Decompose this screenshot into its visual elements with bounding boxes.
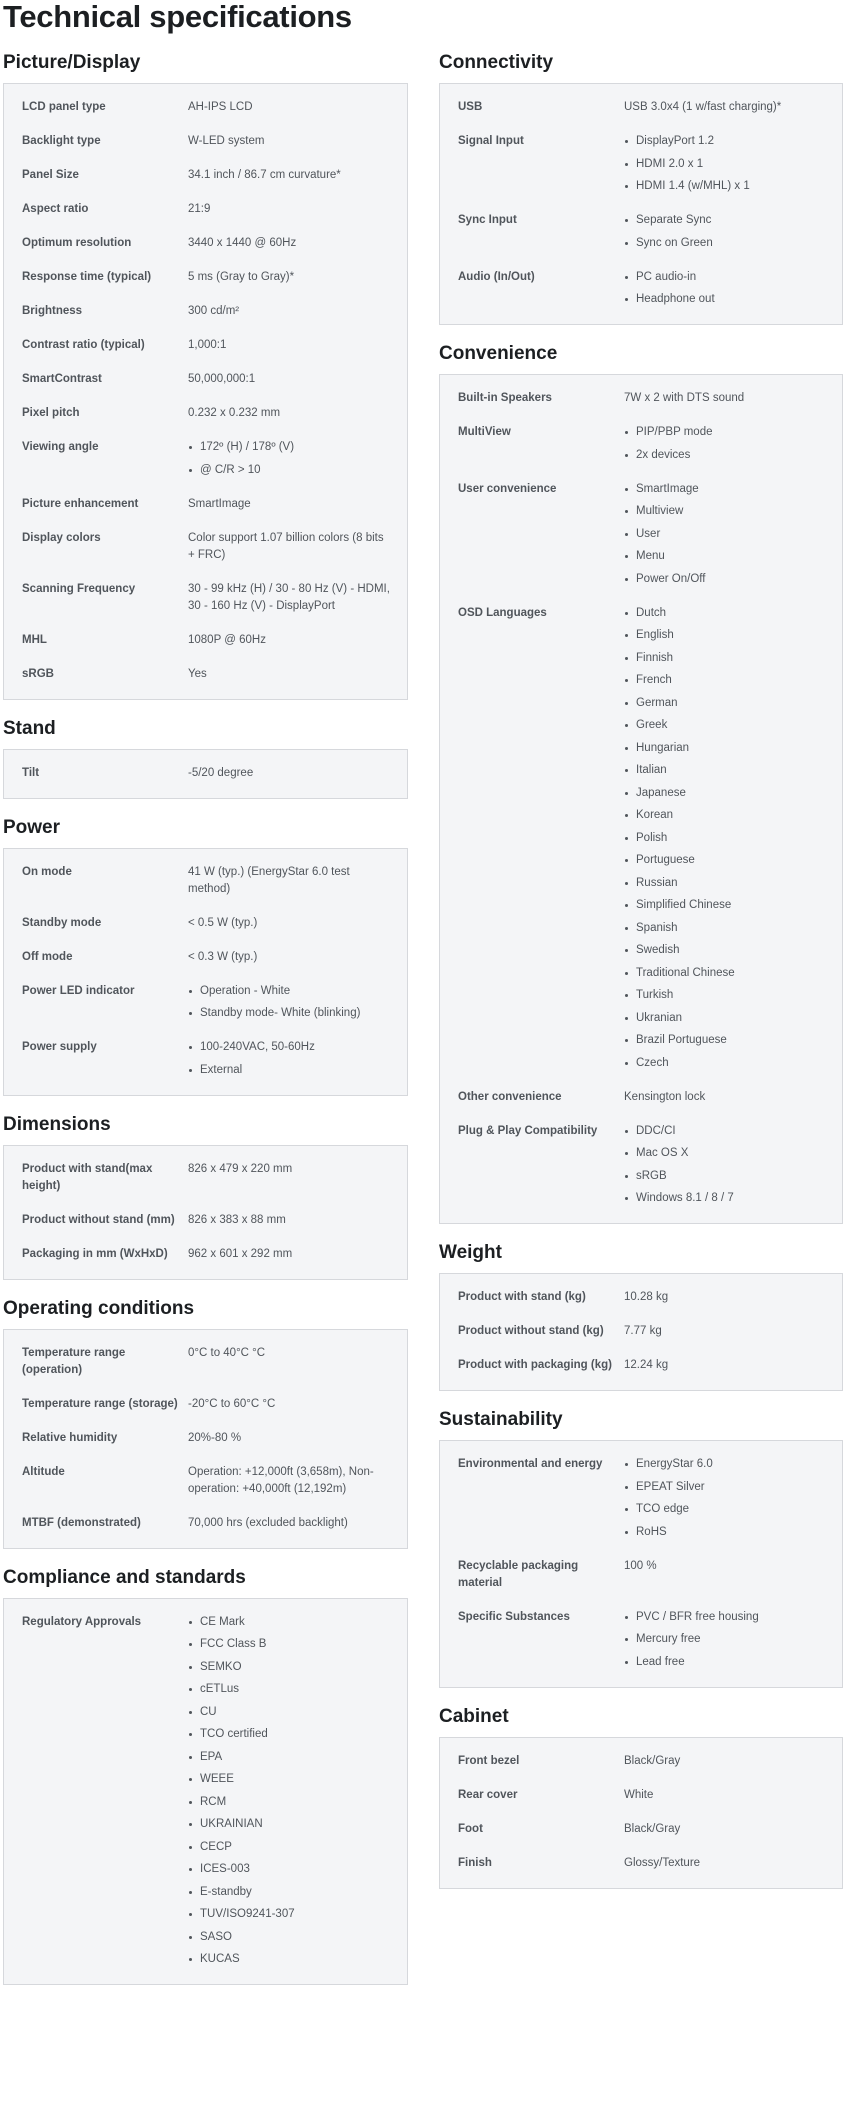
spec-table [439, 374, 843, 1224]
spec-row-power-supply [4, 1031, 407, 1088]
spec-value-item: CE Mark [188, 1614, 393, 1631]
spec-value-item: Korean [624, 807, 828, 824]
section-cabinet [439, 1706, 843, 1889]
spec-row-usb [440, 91, 842, 125]
section-spacer [3, 1549, 408, 1567]
spec-value: 7W x 2 with DTS sound [624, 392, 745, 404]
spec-label: Regulatory Approvals [22, 1615, 142, 1628]
spec-label: Foot [458, 1822, 483, 1835]
spec-row-osd-languages [440, 597, 842, 1081]
spec-value: 3440 x 1440 @ 60Hz [188, 237, 297, 249]
spec-value-list [624, 424, 828, 464]
spec-value: Color support 1.07 billion colors (8 bits + FRC) [188, 531, 384, 561]
spec-table [3, 1145, 408, 1280]
spec-label: Display colors [22, 531, 101, 544]
spec-value: Yes [188, 667, 207, 680]
spec-value: 0°C to 40°C °C [188, 1346, 266, 1359]
section-weight [439, 1242, 843, 1391]
spec-value-item: KUCAS [188, 1951, 393, 1968]
spec-value-item: Brazil Portuguese [624, 1032, 828, 1049]
spec-value-item: DDC/CI [624, 1123, 828, 1140]
spec-value-list [188, 983, 393, 1023]
spec-row-other-convenience [440, 1081, 842, 1115]
spec-row-multiview [440, 416, 842, 473]
spec-label: sRGB [22, 667, 54, 680]
spec-row-optimum-resolution [4, 227, 407, 261]
spec-value: 21:9 [188, 203, 211, 215]
spec-value-item: RoHS [624, 1524, 828, 1541]
spec-value-list [624, 212, 828, 252]
spec-table [3, 1329, 408, 1549]
spec-value-item: ICES-003 [188, 1861, 393, 1878]
spec-label: MTBF (demonstrated) [22, 1516, 141, 1529]
spec-label: Specific Substances [458, 1610, 570, 1623]
spec-value-item: PIP/PBP mode [624, 424, 828, 441]
spec-table [3, 749, 408, 799]
spec-value: < 0.3 W (typ.) [188, 950, 258, 963]
section-spacer [439, 1224, 843, 1242]
spec-value: SmartImage [188, 497, 251, 510]
spec-value-item: PC audio-in [624, 269, 828, 286]
spec-value: 12.24 kg [624, 1359, 669, 1371]
spec-row-scanning-frequency [4, 573, 407, 624]
spec-value [188, 439, 407, 479]
spec-label: Power LED indicator [22, 984, 135, 997]
spec-label: Scanning Frequency [22, 582, 136, 595]
spec-row-viewing-angle [4, 431, 407, 488]
spec-label: MHL [22, 633, 47, 646]
spec-row-smartcontrast [4, 363, 407, 397]
spec-value-item: Ukranian [624, 1010, 828, 1027]
spec-value: 10.28 kg [624, 1291, 669, 1303]
spec-row-power-led-indicator [4, 975, 407, 1032]
spec-value-item: SASO [188, 1929, 393, 1946]
spec-value-item: Mac OS X [624, 1145, 828, 1162]
spec-row-mhl [4, 624, 407, 658]
spec-value-item: Standby mode- White (blinking) [188, 1005, 393, 1022]
section-compliance-and-standards [3, 1567, 408, 1986]
spec-row-lcd-panel-type [4, 91, 407, 125]
spec-value-item: CECP [188, 1839, 393, 1856]
spec-value [624, 212, 842, 252]
spec-label: Recyclable packaging material [458, 1559, 579, 1589]
spec-row-packaging-in-mm-wxhxd [4, 1238, 407, 1272]
spec-value-item: Windows 8.1 / 8 / 7 [624, 1190, 828, 1207]
spec-label: Panel Size [22, 169, 79, 181]
spec-row-panel-size [4, 159, 407, 193]
spec-value-item: SEMKO [188, 1659, 393, 1676]
spec-label: Power supply [22, 1041, 97, 1053]
spec-row-finish [440, 1847, 842, 1881]
spec-value [624, 269, 842, 309]
spec-table [3, 1598, 408, 1986]
spec-value-list [624, 481, 828, 588]
spec-label: OSD Languages [458, 606, 547, 619]
spec-label: Picture enhancement [22, 497, 139, 510]
spec-row-product-with-stand-max-height [4, 1153, 407, 1204]
spec-value-item: Greek [624, 717, 828, 734]
spec-value-item: DisplayPort 1.2 [624, 133, 828, 150]
spec-label: Finish [458, 1856, 492, 1869]
section-title: Convenience [439, 343, 558, 364]
spec-label: Sync Input [458, 214, 517, 226]
spec-label: Audio (In/Out) [458, 270, 535, 283]
section-power [3, 817, 408, 1096]
spec-value-list [188, 1614, 393, 1969]
spec-label: Environmental and energy [458, 1458, 603, 1470]
spec-value-item: Swedish [624, 942, 828, 959]
spec-value-list [188, 439, 393, 479]
spec-value-item: Simplified Chinese [624, 897, 828, 914]
spec-value-item: Finnish [624, 650, 828, 667]
spec-value-item: cETLus [188, 1681, 393, 1698]
spec-value-item: Polish [624, 830, 828, 847]
spec-value-item: EPEAT Silver [624, 1479, 828, 1496]
spec-row-on-mode [4, 856, 407, 907]
spec-label: Rear cover [458, 1788, 518, 1801]
spec-value: W-LED system [188, 135, 265, 147]
section-title: Sustainability [439, 1409, 563, 1430]
spec-value: 20%-80 % [188, 1431, 242, 1444]
spec-row-user-convenience [440, 473, 842, 597]
section-spacer [439, 1391, 843, 1409]
spec-value: 30 - 99 kHz (H) / 30 - 80 Hz (V) - HDMI, 30 - 160 Hz (V) - DisplayPort [188, 582, 390, 612]
spec-value-item: Traditional Chinese [624, 965, 828, 982]
spec-table [3, 848, 408, 1096]
spec-value-item: Japanese [624, 785, 828, 802]
spec-label: Altitude [22, 1465, 65, 1478]
section-spacer [439, 325, 843, 343]
spec-label: Backlight type [22, 135, 101, 147]
spec-label: Product with stand(max height) [22, 1162, 153, 1192]
spec-value: Glossy/Texture [624, 1856, 701, 1869]
spec-value: Operation: +12,000ft (3,658m), Non-operation: +40,000ft (12,192m) [188, 1465, 374, 1495]
spec-value-item: Separate Sync [624, 212, 828, 229]
spec-value: 70,000 hrs (excluded backlight) [188, 1516, 348, 1529]
page-title: Technical specifications [3, 0, 352, 34]
spec-value [624, 1609, 842, 1671]
spec-value-list [624, 269, 828, 309]
spec-value-item: Headphone out [624, 291, 828, 308]
spec-row-built-in-speakers [440, 382, 842, 416]
spec-value: Black/Gray [624, 1822, 681, 1835]
spec-value-item: External [188, 1062, 393, 1079]
spec-value [624, 424, 842, 464]
spec-row-aspect-ratio [4, 193, 407, 227]
section-operating-conditions [3, 1298, 408, 1549]
spec-value-item: TCO edge [624, 1501, 828, 1518]
spec-label: Brightness [22, 305, 83, 317]
spec-value: 300 cd/m² [188, 305, 240, 317]
spec-label: Product without stand (kg) [458, 1325, 604, 1337]
spec-row-sync-input [440, 204, 842, 261]
spec-value: < 0.5 W (typ.) [188, 916, 258, 929]
spec-label: Relative humidity [22, 1431, 118, 1444]
spec-value-item: SmartImage [624, 481, 828, 498]
spec-label: Signal Input [458, 135, 524, 147]
spec-value-list [624, 133, 828, 195]
spec-label: Tilt [22, 766, 40, 779]
spec-row-temperature-range-storage [4, 1388, 407, 1422]
spec-label: Other convenience [458, 1090, 562, 1103]
spec-value: 34.1 inch / 86.7 cm curvature* [188, 169, 341, 181]
spec-row-srgb [4, 658, 407, 692]
spec-label: Standby mode [22, 916, 102, 929]
spec-value-item: German [624, 695, 828, 712]
section-spacer [3, 1280, 408, 1298]
spec-label: SmartContrast [22, 373, 102, 385]
section-picture-display [3, 52, 408, 700]
spec-value-item: Turkish [624, 987, 828, 1004]
spec-value: 5 ms (Gray to Gray)* [188, 271, 295, 283]
spec-value-item: User [624, 526, 828, 543]
spec-table [439, 1440, 843, 1688]
spec-value-item: Power On/Off [624, 571, 828, 588]
spec-value: 962 x 601 x 292 mm [188, 1247, 293, 1260]
spec-row-product-with-stand-kg [440, 1281, 842, 1315]
spec-value-item: Italian [624, 762, 828, 779]
left-column [3, 52, 408, 1985]
spec-value: -20°C to 60°C °C [188, 1397, 276, 1410]
spec-row-contrast-ratio-typical [4, 329, 407, 363]
spec-label: Plug & Play Compatibility [458, 1124, 598, 1137]
spec-value-list [624, 605, 828, 1072]
spec-value-item: Russian [624, 875, 828, 892]
spec-value-item: Lead free [624, 1654, 828, 1671]
spec-value [624, 1123, 842, 1208]
section-title: Connectivity [439, 52, 554, 73]
spec-label: LCD panel type [22, 101, 106, 113]
section-title: Dimensions [3, 1113, 111, 1135]
spec-row-product-without-stand-mm [4, 1204, 407, 1238]
spec-value-item: PVC / BFR free housing [624, 1609, 828, 1626]
spec-value-item: English [624, 627, 828, 644]
spec-label: Product with stand (kg) [458, 1291, 586, 1303]
section-dimensions [3, 1114, 408, 1280]
spec-value-item: 100-240VAC, 50-60Hz [188, 1039, 393, 1056]
spec-row-foot [440, 1813, 842, 1847]
spec-row-product-with-packaging-kg [440, 1349, 842, 1383]
spec-value [188, 1039, 407, 1079]
spec-value [624, 1456, 842, 1541]
spec-row-environmental-and-energy [440, 1448, 842, 1550]
spec-row-off-mode [4, 941, 407, 975]
spec-value-item: Operation - White [188, 983, 393, 1000]
spec-value-item: UKRAINIAN [188, 1816, 393, 1833]
spec-value-item: Mercury free [624, 1631, 828, 1648]
spec-value-list [624, 1123, 828, 1208]
spec-value-item: French [624, 672, 828, 689]
spec-row-standby-mode [4, 907, 407, 941]
spec-row-relative-humidity [4, 1422, 407, 1456]
spec-row-audio-in-out [440, 261, 842, 318]
spec-row-front-bezel [440, 1745, 842, 1779]
spec-value-item: 2x devices [624, 447, 828, 464]
spec-value-item: Hungarian [624, 740, 828, 757]
spec-label: Built-in Speakers [458, 392, 552, 404]
spec-value: 100 % [624, 1559, 657, 1572]
spec-value: USB 3.0x4 (1 w/fast charging)* [624, 101, 782, 113]
spec-value [624, 133, 842, 195]
spec-value-item: HDMI 1.4 (w/MHL) x 1 [624, 178, 828, 195]
spec-row-mtbf-demonstrated [4, 1507, 407, 1541]
spec-row-specific-substances [440, 1601, 842, 1680]
spec-value-item: HDMI 2.0 x 1 [624, 156, 828, 173]
right-column [439, 52, 843, 1889]
spec-label: Aspect ratio [22, 203, 89, 215]
section-sustainability [439, 1409, 843, 1688]
spec-value: 41 W (typ.) (EnergyStar 6.0 test method) [188, 865, 350, 895]
spec-label: Temperature range (storage) [22, 1397, 178, 1410]
section-title: Power [3, 816, 61, 838]
spec-value-item: sRGB [624, 1168, 828, 1185]
section-title: Compliance and standards [3, 1566, 246, 1588]
spec-row-tilt [4, 757, 407, 791]
spec-value: 0.232 x 0.232 mm [188, 407, 281, 419]
spec-value: Black/Gray [624, 1754, 681, 1767]
spec-label: Product without stand (mm) [22, 1213, 175, 1226]
spec-row-pixel-pitch [4, 397, 407, 431]
spec-value-item: RCM [188, 1794, 393, 1811]
spec-row-recyclable-packaging-material [440, 1550, 842, 1601]
spec-label: USB [458, 101, 483, 113]
spec-value-item: FCC Class B [188, 1636, 393, 1653]
spec-row-brightness [4, 295, 407, 329]
spec-row-display-colors [4, 522, 407, 573]
spec-label: Product with packaging (kg) [458, 1359, 612, 1371]
spec-value-list [624, 1609, 828, 1671]
spec-label: On mode [22, 865, 72, 878]
spec-value: 826 x 383 x 88 mm [188, 1213, 286, 1226]
spec-row-backlight-type [4, 125, 407, 159]
spec-value-list [188, 1039, 393, 1079]
spec-row-temperature-range-operation [4, 1337, 407, 1388]
spec-value [624, 481, 842, 588]
spec-row-product-without-stand-kg [440, 1315, 842, 1349]
spec-value: -5/20 degree [188, 766, 254, 779]
spec-value-item: E-standby [188, 1884, 393, 1901]
spec-value-item: Dutch [624, 605, 828, 622]
spec-row-signal-input [440, 125, 842, 204]
spec-value-item: EPA [188, 1749, 393, 1766]
spec-value [188, 983, 407, 1023]
spec-value-item: EnergyStar 6.0 [624, 1456, 828, 1473]
spec-value [188, 1614, 407, 1969]
spec-value: 1080P @ 60Hz [188, 633, 266, 646]
section-title: Operating conditions [3, 1297, 195, 1319]
spec-value: White [624, 1788, 654, 1801]
spec-value: AH-IPS LCD [188, 101, 253, 113]
spec-label: Packaging in mm (WxHxD) [22, 1247, 168, 1260]
spec-label: Contrast ratio (typical) [22, 339, 145, 351]
spec-label: Temperature range (operation) [22, 1346, 126, 1376]
spec-value-item: Czech [624, 1055, 828, 1072]
spec-value: Kensington lock [624, 1090, 706, 1103]
spec-label: Optimum resolution [22, 237, 132, 249]
spec-row-altitude [4, 1456, 407, 1507]
spec-row-picture-enhancement [4, 488, 407, 522]
spec-label: Front bezel [458, 1754, 520, 1767]
spec-value-item: Multiview [624, 503, 828, 520]
section-spacer [3, 700, 408, 718]
spec-table [439, 1737, 843, 1889]
section-connectivity [439, 52, 843, 325]
spec-table [3, 83, 408, 700]
spec-label: MultiView [458, 426, 511, 438]
section-convenience [439, 343, 843, 1224]
spec-value-item: Menu [624, 548, 828, 565]
spec-row-response-time-typical [4, 261, 407, 295]
section-spacer [3, 799, 408, 817]
spec-value-item: WEEE [188, 1771, 393, 1788]
spec-row-plug-play-compatibility [440, 1115, 842, 1217]
spec-value-item: TCO certified [188, 1726, 393, 1743]
spec-value: 7.77 kg [624, 1325, 662, 1337]
spec-value-item: @ C/R > 10 [188, 462, 393, 479]
spec-value: 50,000,000:1 [188, 373, 256, 385]
spec-label: Response time (typical) [22, 271, 152, 283]
spec-value-item: Sync on Green [624, 235, 828, 252]
section-spacer [3, 1096, 408, 1114]
spec-value-item: 172º (H) / 178º (V) [188, 439, 393, 456]
spec-value: 826 x 479 x 220 mm [188, 1162, 293, 1175]
spec-label: Viewing angle [22, 441, 99, 453]
spec-value-item: CU [188, 1704, 393, 1721]
spec-row-rear-cover [440, 1779, 842, 1813]
spec-table [439, 1273, 843, 1391]
section-stand [3, 718, 408, 799]
section-title: Stand [3, 717, 56, 739]
spec-label: Off mode [22, 950, 73, 963]
spec-value-item: TUV/ISO9241-307 [188, 1906, 393, 1923]
spec-table [439, 83, 843, 325]
section-title: Weight [439, 1242, 502, 1263]
section-title: Cabinet [439, 1705, 509, 1727]
spec-value: 1,000:1 [188, 339, 227, 351]
spec-value-item: Spanish [624, 920, 828, 937]
spec-label: User convenience [458, 482, 557, 495]
spec-value-list [624, 1456, 828, 1541]
spec-row-regulatory-approvals [4, 1606, 407, 1978]
spec-value-item: Portuguese [624, 852, 828, 869]
spec-label: Pixel pitch [22, 407, 80, 419]
section-spacer [439, 1688, 843, 1706]
spec-value [624, 605, 842, 1072]
section-title: Picture/Display [3, 52, 141, 73]
